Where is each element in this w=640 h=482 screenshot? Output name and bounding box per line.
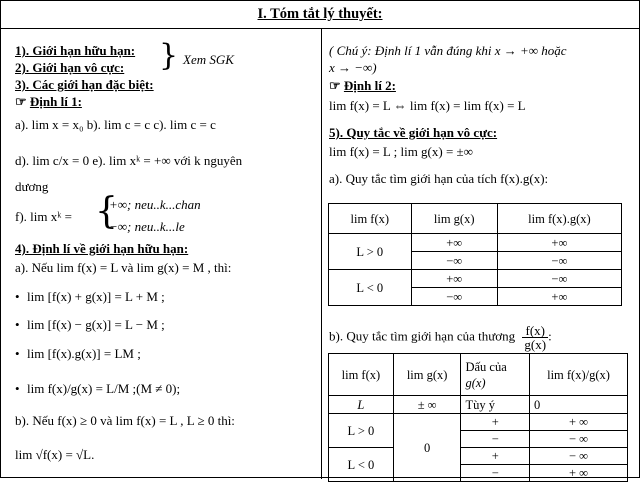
heading-1: 1). Giới hạn hữu hạn: bbox=[15, 43, 136, 58]
heading-2: 2). Giới hạn vô cực: bbox=[15, 60, 125, 75]
rule-diff: • lim [f(x) − g(x)] = L − M ; bbox=[15, 317, 165, 332]
table-cell: + bbox=[461, 414, 530, 431]
table-cell: +∞ bbox=[497, 234, 621, 252]
case-even: +∞; neu..k...chan bbox=[109, 197, 201, 212]
table-cell: −∞ bbox=[411, 288, 497, 306]
if-clause-a: a). Nếu lim f(x) = L và lim g(x) = M , thì: bbox=[15, 260, 232, 275]
heading-4: 4). Định lí về giới hạn hữu hạn: bbox=[15, 241, 189, 256]
page-title: I. Tóm tắt lý thuyết: bbox=[1, 1, 639, 29]
dinh-li-1: ☞ Định lí 1: bbox=[15, 94, 82, 109]
cell-L-pos: L > 0 bbox=[329, 234, 412, 270]
rule-sum: • lim [f(x) + g(x)] = L + M ; bbox=[15, 289, 165, 304]
table-cell: Tùy ý bbox=[461, 396, 530, 414]
rule-quotient-title: b). Quy tắc tìm giới hạn của thương $\frac{f(x)}{g(x)}$ : bbox=[329, 323, 552, 352]
th-lim-f: lim f(x) bbox=[329, 204, 412, 234]
note-line-2: x → −∞) bbox=[329, 60, 377, 75]
product-table bbox=[328, 203, 622, 306]
th-lim-g: lim g(x) bbox=[411, 204, 497, 234]
heading-5: 5). Quy tắc về giới hạn vô cực: bbox=[329, 125, 498, 140]
table-cell: + bbox=[461, 448, 530, 465]
limit-f: f). lim xᵏ = bbox=[15, 209, 72, 224]
table-cell: +∞ bbox=[411, 234, 497, 252]
rule-product-title: a). Quy tắc tìm giới hạn của tích f(x).g(x): bbox=[329, 171, 549, 186]
duong-text: dương bbox=[15, 179, 49, 194]
quotient-table bbox=[328, 353, 628, 482]
table-cell: − bbox=[461, 465, 530, 482]
table-cell: +∞ bbox=[497, 288, 621, 306]
th-sign: Dấu của g(x) bbox=[461, 354, 530, 396]
th-q-lim-f: lim f(x) bbox=[329, 354, 394, 396]
table-cell: − ∞ bbox=[530, 448, 628, 465]
rule-quotient: • lim f(x)/g(x) = L/M ;(M ≠ 0); bbox=[15, 381, 181, 396]
table-cell: L > 0 bbox=[329, 414, 394, 448]
column-divider bbox=[321, 29, 322, 479]
table-cell: + ∞ bbox=[530, 465, 628, 482]
th-q-lim: lim f(x)/g(x) bbox=[530, 354, 628, 396]
table-cell: L bbox=[329, 396, 394, 414]
dinh-li-2: ☞ Định lí 2: bbox=[329, 78, 396, 93]
rule-product: • lim [f(x).g(x)] = LM ; bbox=[15, 346, 141, 361]
th-q-lim-g: lim g(x) bbox=[393, 354, 461, 396]
theorem-2-eq: lim f(x) = L ⇔ lim f(x) = lim f(x) = L bbox=[329, 98, 526, 113]
table-cell: ± ∞ bbox=[393, 396, 461, 414]
table-cell: 0 bbox=[530, 396, 628, 414]
cell-L-neg: L < 0 bbox=[329, 270, 412, 306]
table-cell: − bbox=[461, 431, 530, 448]
table-cell: −∞ bbox=[497, 270, 621, 288]
table-cell: −∞ bbox=[497, 252, 621, 270]
brace-icon: } bbox=[159, 38, 179, 73]
limits-d: d). lim c/x = 0 e). lim xᵏ = +∞ với k nguyên bbox=[15, 153, 243, 168]
heading-5-eq: lim f(x) = L ; lim g(x) = ±∞ bbox=[329, 144, 473, 159]
limits-a: a). lim x = x₀ b). lim c = c c). lim c = c bbox=[15, 117, 216, 132]
note-line-1: ( Chú ý: Định lí 1 vẫn đúng khi x → +∞ hoặc bbox=[329, 43, 567, 58]
table-cell: − ∞ bbox=[530, 431, 628, 448]
case-odd: −∞; neu..k...le bbox=[109, 219, 185, 234]
xem-sgk: Xem SGK bbox=[183, 52, 234, 67]
rule-sqrt: lim √f(x) = √L. bbox=[15, 447, 95, 462]
if-clause-b: b). Nếu f(x) ≥ 0 và lim f(x) = L , L ≥ 0 thì: bbox=[15, 413, 235, 428]
table-cell: + ∞ bbox=[530, 414, 628, 431]
table-cell: L < 0 bbox=[329, 448, 394, 482]
table-cell: −∞ bbox=[411, 252, 497, 270]
left-brace-icon: { bbox=[95, 191, 118, 232]
heading-3: 3). Các giới hạn đặc biệt: bbox=[15, 77, 154, 92]
th-lim-fg: lim f(x).g(x) bbox=[497, 204, 621, 234]
table-cell: +∞ bbox=[411, 270, 497, 288]
table-cell: 0 bbox=[393, 414, 461, 482]
